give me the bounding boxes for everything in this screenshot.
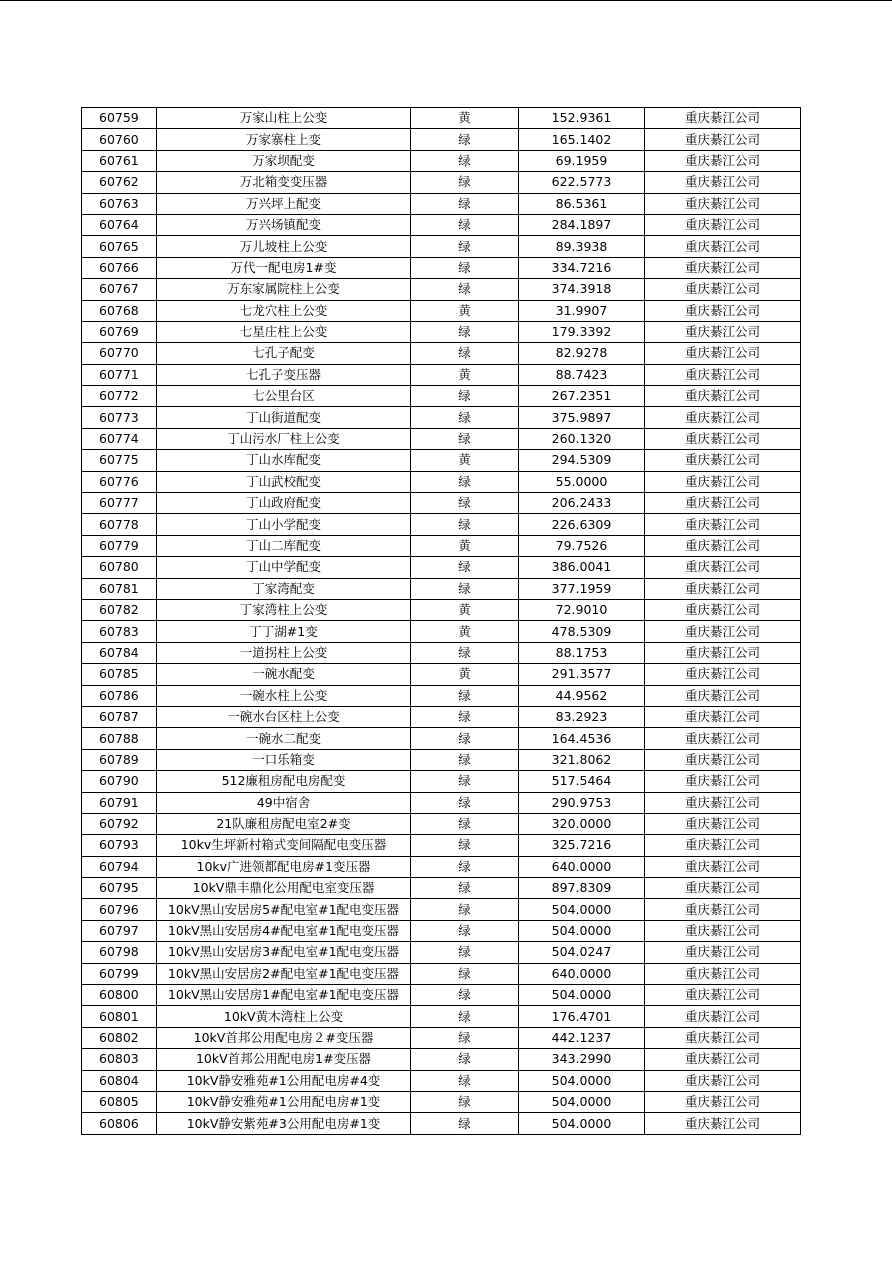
company-cell: 重庆綦江公司 bbox=[645, 386, 801, 407]
table-row bbox=[82, 343, 801, 364]
value-cell: 165.1402 bbox=[519, 129, 645, 150]
status-cell: 绿 bbox=[411, 386, 519, 407]
table-row bbox=[82, 450, 801, 471]
row-id-cell: 60779 bbox=[82, 535, 157, 556]
table-row bbox=[82, 664, 801, 685]
transformer-name-cell: 万兴坪上配变 bbox=[157, 193, 411, 214]
table-row bbox=[82, 300, 801, 321]
status-cell: 绿 bbox=[411, 963, 519, 984]
value-cell: 374.3918 bbox=[519, 279, 645, 300]
table-row bbox=[82, 835, 801, 856]
row-id-cell: 60794 bbox=[82, 856, 157, 877]
row-id-cell: 60763 bbox=[82, 193, 157, 214]
company-cell: 重庆綦江公司 bbox=[645, 150, 801, 171]
table-row bbox=[82, 279, 801, 300]
value-cell: 79.7526 bbox=[519, 535, 645, 556]
row-id-cell: 60801 bbox=[82, 1006, 157, 1027]
status-cell: 黄 bbox=[411, 664, 519, 685]
row-id-cell: 60785 bbox=[82, 664, 157, 685]
table-row bbox=[82, 813, 801, 834]
table-row bbox=[82, 749, 801, 770]
status-cell: 绿 bbox=[411, 321, 519, 342]
table-row bbox=[82, 321, 801, 342]
transformer-name-cell: 10kV黄木湾柱上公变 bbox=[157, 1006, 411, 1027]
company-cell: 重庆綦江公司 bbox=[645, 685, 801, 706]
value-cell: 260.1320 bbox=[519, 428, 645, 449]
table-row bbox=[82, 963, 801, 984]
status-cell: 绿 bbox=[411, 193, 519, 214]
company-cell: 重庆綦江公司 bbox=[645, 557, 801, 578]
company-cell: 重庆綦江公司 bbox=[645, 899, 801, 920]
transformer-name-cell: 丁山中学配变 bbox=[157, 557, 411, 578]
company-cell: 重庆綦江公司 bbox=[645, 578, 801, 599]
table-row bbox=[82, 985, 801, 1006]
status-cell: 绿 bbox=[411, 1049, 519, 1070]
company-cell: 重庆綦江公司 bbox=[645, 535, 801, 556]
company-cell: 重庆綦江公司 bbox=[645, 279, 801, 300]
transformer-name-cell: 10kV鼎丰鼎化公用配电室变压器 bbox=[157, 878, 411, 899]
row-id-cell: 60767 bbox=[82, 279, 157, 300]
transformer-name-cell: 10kV黑山安居房5#配电室#1配电变压器 bbox=[157, 899, 411, 920]
value-cell: 504.0247 bbox=[519, 942, 645, 963]
status-cell: 绿 bbox=[411, 1070, 519, 1091]
transformer-name-cell: 一道拐柱上公变 bbox=[157, 642, 411, 663]
table-row bbox=[82, 599, 801, 620]
company-cell: 重庆綦江公司 bbox=[645, 599, 801, 620]
value-cell: 152.9361 bbox=[519, 108, 645, 129]
company-cell: 重庆綦江公司 bbox=[645, 985, 801, 1006]
value-cell: 640.0000 bbox=[519, 856, 645, 877]
status-cell: 绿 bbox=[411, 1091, 519, 1112]
transformer-name-cell: 10kV静安雅苑#1公用配电房#4变 bbox=[157, 1070, 411, 1091]
row-id-cell: 60775 bbox=[82, 450, 157, 471]
value-cell: 343.2990 bbox=[519, 1049, 645, 1070]
row-id-cell: 60788 bbox=[82, 728, 157, 749]
table-row bbox=[82, 364, 801, 385]
status-cell: 绿 bbox=[411, 407, 519, 428]
status-cell: 绿 bbox=[411, 792, 519, 813]
row-id-cell: 60781 bbox=[82, 578, 157, 599]
transformer-name-cell: 21队廉租房配电室2#变 bbox=[157, 813, 411, 834]
transformer-name-cell: 一口乐箱变 bbox=[157, 749, 411, 770]
transformer-name-cell: 一碗水台区柱上公变 bbox=[157, 706, 411, 727]
status-cell: 绿 bbox=[411, 728, 519, 749]
company-cell: 重庆綦江公司 bbox=[645, 792, 801, 813]
value-cell: 517.5464 bbox=[519, 771, 645, 792]
row-id-cell: 60800 bbox=[82, 985, 157, 1006]
table-row bbox=[82, 428, 801, 449]
company-cell: 重庆綦江公司 bbox=[645, 1070, 801, 1091]
transformer-name-cell: 七龙穴柱上公变 bbox=[157, 300, 411, 321]
status-cell: 绿 bbox=[411, 856, 519, 877]
value-cell: 504.0000 bbox=[519, 1091, 645, 1112]
company-cell: 重庆綦江公司 bbox=[645, 300, 801, 321]
status-cell: 黄 bbox=[411, 450, 519, 471]
company-cell: 重庆綦江公司 bbox=[645, 514, 801, 535]
row-id-cell: 60769 bbox=[82, 321, 157, 342]
transformer-name-cell: 万兴场镇配变 bbox=[157, 214, 411, 235]
status-cell: 绿 bbox=[411, 150, 519, 171]
table-row bbox=[82, 471, 801, 492]
value-cell: 320.0000 bbox=[519, 813, 645, 834]
company-cell: 重庆綦江公司 bbox=[645, 450, 801, 471]
company-cell: 重庆綦江公司 bbox=[645, 706, 801, 727]
row-id-cell: 60791 bbox=[82, 792, 157, 813]
value-cell: 72.9010 bbox=[519, 599, 645, 620]
transformer-name-cell: 10kV黑山安居房2#配电室#1配电变压器 bbox=[157, 963, 411, 984]
status-cell: 绿 bbox=[411, 920, 519, 941]
company-cell: 重庆綦江公司 bbox=[645, 193, 801, 214]
value-cell: 176.4701 bbox=[519, 1006, 645, 1027]
row-id-cell: 60761 bbox=[82, 150, 157, 171]
value-cell: 504.0000 bbox=[519, 899, 645, 920]
value-cell: 267.2351 bbox=[519, 386, 645, 407]
row-id-cell: 60771 bbox=[82, 364, 157, 385]
value-cell: 321.8062 bbox=[519, 749, 645, 770]
value-cell: 88.1753 bbox=[519, 642, 645, 663]
company-cell: 重庆綦江公司 bbox=[645, 343, 801, 364]
transformer-name-cell: 七孔子配变 bbox=[157, 343, 411, 364]
table-row bbox=[82, 1091, 801, 1112]
status-cell: 黄 bbox=[411, 364, 519, 385]
table-row bbox=[82, 706, 801, 727]
row-id-cell: 60784 bbox=[82, 642, 157, 663]
value-cell: 206.2433 bbox=[519, 493, 645, 514]
row-id-cell: 60778 bbox=[82, 514, 157, 535]
status-cell: 绿 bbox=[411, 471, 519, 492]
status-cell: 绿 bbox=[411, 985, 519, 1006]
transformer-name-cell: 丁山政府配变 bbox=[157, 493, 411, 514]
company-cell: 重庆綦江公司 bbox=[645, 1091, 801, 1112]
status-cell: 绿 bbox=[411, 236, 519, 257]
transformer-name-cell: 丁山二库配变 bbox=[157, 535, 411, 556]
table-row bbox=[82, 642, 801, 663]
table-row bbox=[82, 792, 801, 813]
row-id-cell: 60760 bbox=[82, 129, 157, 150]
value-cell: 164.4536 bbox=[519, 728, 645, 749]
row-id-cell: 60764 bbox=[82, 214, 157, 235]
row-id-cell: 60805 bbox=[82, 1091, 157, 1112]
transformer-name-cell: 丁家湾配变 bbox=[157, 578, 411, 599]
value-cell: 55.0000 bbox=[519, 471, 645, 492]
company-cell: 重庆綦江公司 bbox=[645, 1006, 801, 1027]
transformer-name-cell: 万东家属院柱上公变 bbox=[157, 279, 411, 300]
transformer-name-cell: 10kv广进领都配电房#1变压器 bbox=[157, 856, 411, 877]
value-cell: 82.9278 bbox=[519, 343, 645, 364]
table-row bbox=[82, 856, 801, 877]
company-cell: 重庆綦江公司 bbox=[645, 642, 801, 663]
table-row bbox=[82, 878, 801, 899]
value-cell: 179.3392 bbox=[519, 321, 645, 342]
company-cell: 重庆綦江公司 bbox=[645, 771, 801, 792]
company-cell: 重庆綦江公司 bbox=[645, 321, 801, 342]
value-cell: 284.1897 bbox=[519, 214, 645, 235]
status-cell: 绿 bbox=[411, 214, 519, 235]
table-row bbox=[82, 236, 801, 257]
status-cell: 绿 bbox=[411, 685, 519, 706]
status-cell: 绿 bbox=[411, 878, 519, 899]
value-cell: 226.6309 bbox=[519, 514, 645, 535]
table-row bbox=[82, 621, 801, 642]
row-id-cell: 60790 bbox=[82, 771, 157, 792]
transformer-name-cell: 一碗水二配变 bbox=[157, 728, 411, 749]
status-cell: 绿 bbox=[411, 1027, 519, 1048]
table-row bbox=[82, 1070, 801, 1091]
table-row bbox=[82, 407, 801, 428]
value-cell: 291.3577 bbox=[519, 664, 645, 685]
transformer-name-cell: 丁山污水厂柱上公变 bbox=[157, 428, 411, 449]
company-cell: 重庆綦江公司 bbox=[645, 835, 801, 856]
value-cell: 504.0000 bbox=[519, 920, 645, 941]
transformer-name-cell: 丁家湾柱上公变 bbox=[157, 599, 411, 620]
company-cell: 重庆綦江公司 bbox=[645, 493, 801, 514]
row-id-cell: 60787 bbox=[82, 706, 157, 727]
status-cell: 绿 bbox=[411, 557, 519, 578]
row-id-cell: 60783 bbox=[82, 621, 157, 642]
value-cell: 88.7423 bbox=[519, 364, 645, 385]
row-id-cell: 60795 bbox=[82, 878, 157, 899]
status-cell: 绿 bbox=[411, 343, 519, 364]
company-cell: 重庆綦江公司 bbox=[645, 108, 801, 129]
company-cell: 重庆綦江公司 bbox=[645, 664, 801, 685]
row-id-cell: 60768 bbox=[82, 300, 157, 321]
status-cell: 绿 bbox=[411, 279, 519, 300]
row-id-cell: 60793 bbox=[82, 835, 157, 856]
row-id-cell: 60789 bbox=[82, 749, 157, 770]
transformer-name-cell: 丁山武校配变 bbox=[157, 471, 411, 492]
value-cell: 504.0000 bbox=[519, 985, 645, 1006]
row-id-cell: 60780 bbox=[82, 557, 157, 578]
row-id-cell: 60806 bbox=[82, 1113, 157, 1134]
row-id-cell: 60782 bbox=[82, 599, 157, 620]
value-cell: 504.0000 bbox=[519, 1070, 645, 1091]
transformer-name-cell: 10kV黑山安居房4#配电室#1配电变压器 bbox=[157, 920, 411, 941]
value-cell: 325.7216 bbox=[519, 835, 645, 856]
company-cell: 重庆綦江公司 bbox=[645, 1113, 801, 1134]
row-id-cell: 60776 bbox=[82, 471, 157, 492]
table-row bbox=[82, 386, 801, 407]
row-id-cell: 60759 bbox=[82, 108, 157, 129]
company-cell: 重庆綦江公司 bbox=[645, 878, 801, 899]
value-cell: 897.8309 bbox=[519, 878, 645, 899]
company-cell: 重庆綦江公司 bbox=[645, 1049, 801, 1070]
transformer-name-cell: 10kV黑山安居房1#配电室#1配电变压器 bbox=[157, 985, 411, 1006]
transformer-name-cell: 万家寨柱上变 bbox=[157, 129, 411, 150]
row-id-cell: 60772 bbox=[82, 386, 157, 407]
company-cell: 重庆綦江公司 bbox=[645, 942, 801, 963]
transformer-name-cell: 七星庄柱上公变 bbox=[157, 321, 411, 342]
row-id-cell: 60802 bbox=[82, 1027, 157, 1048]
transformer-name-cell: 一碗水配变 bbox=[157, 664, 411, 685]
transformer-name-cell: 丁山街道配变 bbox=[157, 407, 411, 428]
value-cell: 69.1959 bbox=[519, 150, 645, 171]
table-row bbox=[82, 172, 801, 193]
table-row bbox=[82, 535, 801, 556]
row-id-cell: 60786 bbox=[82, 685, 157, 706]
status-cell: 绿 bbox=[411, 257, 519, 278]
transformer-name-cell: 10kV首邦公用配电房1#变压器 bbox=[157, 1049, 411, 1070]
table-row bbox=[82, 493, 801, 514]
table-row bbox=[82, 129, 801, 150]
table-row bbox=[82, 193, 801, 214]
table-row bbox=[82, 942, 801, 963]
value-cell: 375.9897 bbox=[519, 407, 645, 428]
transformer-name-cell: 49中宿舍 bbox=[157, 792, 411, 813]
status-cell: 绿 bbox=[411, 129, 519, 150]
transformer-table bbox=[81, 107, 801, 1135]
company-cell: 重庆綦江公司 bbox=[645, 856, 801, 877]
value-cell: 442.1237 bbox=[519, 1027, 645, 1048]
value-cell: 504.0000 bbox=[519, 1113, 645, 1134]
transformer-name-cell: 10kV黑山安居房3#配电室#1配电变压器 bbox=[157, 942, 411, 963]
table-row bbox=[82, 920, 801, 941]
company-cell: 重庆綦江公司 bbox=[645, 364, 801, 385]
transformer-name-cell: 丁山水库配变 bbox=[157, 450, 411, 471]
table-row bbox=[82, 214, 801, 235]
table-row bbox=[82, 514, 801, 535]
transformer-name-cell: 万儿坡柱上公变 bbox=[157, 236, 411, 257]
status-cell: 绿 bbox=[411, 493, 519, 514]
table-row bbox=[82, 1049, 801, 1070]
value-cell: 86.5361 bbox=[519, 193, 645, 214]
status-cell: 绿 bbox=[411, 771, 519, 792]
transformer-name-cell: 万家山柱上公变 bbox=[157, 108, 411, 129]
top-border-line bbox=[0, 0, 892, 1]
table-row bbox=[82, 257, 801, 278]
row-id-cell: 60777 bbox=[82, 493, 157, 514]
transformer-name-cell: 10kv生坪新村箱式变间隔配电变压器 bbox=[157, 835, 411, 856]
status-cell: 绿 bbox=[411, 942, 519, 963]
transformer-name-cell: 512廉租房配电房配变 bbox=[157, 771, 411, 792]
company-cell: 重庆綦江公司 bbox=[645, 236, 801, 257]
row-id-cell: 60796 bbox=[82, 899, 157, 920]
value-cell: 83.2923 bbox=[519, 706, 645, 727]
row-id-cell: 60798 bbox=[82, 942, 157, 963]
company-cell: 重庆綦江公司 bbox=[645, 621, 801, 642]
row-id-cell: 60762 bbox=[82, 172, 157, 193]
table-row bbox=[82, 685, 801, 706]
table-body bbox=[82, 108, 801, 1135]
value-cell: 386.0041 bbox=[519, 557, 645, 578]
status-cell: 绿 bbox=[411, 706, 519, 727]
status-cell: 绿 bbox=[411, 1006, 519, 1027]
value-cell: 294.5309 bbox=[519, 450, 645, 471]
value-cell: 44.9562 bbox=[519, 685, 645, 706]
company-cell: 重庆綦江公司 bbox=[645, 172, 801, 193]
row-id-cell: 60799 bbox=[82, 963, 157, 984]
transformer-name-cell: 万家坝配变 bbox=[157, 150, 411, 171]
status-cell: 绿 bbox=[411, 1113, 519, 1134]
status-cell: 绿 bbox=[411, 578, 519, 599]
row-id-cell: 60773 bbox=[82, 407, 157, 428]
status-cell: 绿 bbox=[411, 514, 519, 535]
status-cell: 绿 bbox=[411, 813, 519, 834]
table-row bbox=[82, 899, 801, 920]
company-cell: 重庆綦江公司 bbox=[645, 749, 801, 770]
company-cell: 重庆綦江公司 bbox=[645, 407, 801, 428]
table-row bbox=[82, 578, 801, 599]
transformer-name-cell: 丁山小学配变 bbox=[157, 514, 411, 535]
status-cell: 黄 bbox=[411, 300, 519, 321]
row-id-cell: 60804 bbox=[82, 1070, 157, 1091]
status-cell: 绿 bbox=[411, 172, 519, 193]
value-cell: 31.9907 bbox=[519, 300, 645, 321]
status-cell: 黄 bbox=[411, 108, 519, 129]
value-cell: 290.9753 bbox=[519, 792, 645, 813]
status-cell: 黄 bbox=[411, 535, 519, 556]
transformer-name-cell: 丁丁湖#1变 bbox=[157, 621, 411, 642]
status-cell: 绿 bbox=[411, 428, 519, 449]
status-cell: 绿 bbox=[411, 835, 519, 856]
company-cell: 重庆綦江公司 bbox=[645, 257, 801, 278]
company-cell: 重庆綦江公司 bbox=[645, 963, 801, 984]
transformer-name-cell: 一碗水柱上公变 bbox=[157, 685, 411, 706]
status-cell: 黄 bbox=[411, 621, 519, 642]
row-id-cell: 60797 bbox=[82, 920, 157, 941]
company-cell: 重庆綦江公司 bbox=[645, 471, 801, 492]
company-cell: 重庆綦江公司 bbox=[645, 129, 801, 150]
transformer-name-cell: 七孔子变压器 bbox=[157, 364, 411, 385]
value-cell: 478.5309 bbox=[519, 621, 645, 642]
row-id-cell: 60766 bbox=[82, 257, 157, 278]
value-cell: 334.7216 bbox=[519, 257, 645, 278]
row-id-cell: 60792 bbox=[82, 813, 157, 834]
company-cell: 重庆綦江公司 bbox=[645, 1027, 801, 1048]
table-row bbox=[82, 1113, 801, 1134]
value-cell: 640.0000 bbox=[519, 963, 645, 984]
status-cell: 绿 bbox=[411, 642, 519, 663]
row-id-cell: 60774 bbox=[82, 428, 157, 449]
status-cell: 黄 bbox=[411, 599, 519, 620]
row-id-cell: 60770 bbox=[82, 343, 157, 364]
value-cell: 89.3938 bbox=[519, 236, 645, 257]
company-cell: 重庆綦江公司 bbox=[645, 813, 801, 834]
company-cell: 重庆綦江公司 bbox=[645, 920, 801, 941]
table-row bbox=[82, 150, 801, 171]
company-cell: 重庆綦江公司 bbox=[645, 214, 801, 235]
table-row bbox=[82, 1027, 801, 1048]
status-cell: 绿 bbox=[411, 899, 519, 920]
transformer-name-cell: 10kV静安雅苑#1公用配电房#1变 bbox=[157, 1091, 411, 1112]
transformer-name-cell: 七公里台区 bbox=[157, 386, 411, 407]
value-cell: 377.1959 bbox=[519, 578, 645, 599]
table-row bbox=[82, 771, 801, 792]
row-id-cell: 60765 bbox=[82, 236, 157, 257]
row-id-cell: 60803 bbox=[82, 1049, 157, 1070]
transformer-name-cell: 万北箱变变压器 bbox=[157, 172, 411, 193]
table-row bbox=[82, 108, 801, 129]
company-cell: 重庆綦江公司 bbox=[645, 428, 801, 449]
table-row bbox=[82, 1006, 801, 1027]
table-row bbox=[82, 728, 801, 749]
company-cell: 重庆綦江公司 bbox=[645, 728, 801, 749]
transformer-name-cell: 万代一配电房1#变 bbox=[157, 257, 411, 278]
transformer-name-cell: 10kV静安紫苑#3公用配电房#1变 bbox=[157, 1113, 411, 1134]
value-cell: 622.5773 bbox=[519, 172, 645, 193]
table-row bbox=[82, 557, 801, 578]
status-cell: 绿 bbox=[411, 749, 519, 770]
transformer-name-cell: 10kV首邦公用配电房２#变压器 bbox=[157, 1027, 411, 1048]
